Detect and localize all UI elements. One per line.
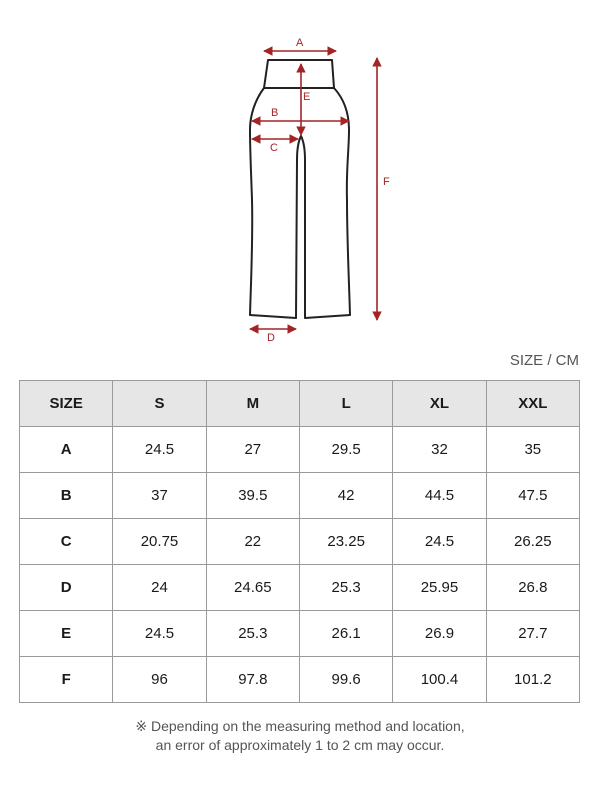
table-cell: 25.3 — [206, 611, 299, 657]
header-m: M — [206, 381, 299, 427]
dimension-a-label: A — [296, 37, 304, 49]
table-cell: 101.2 — [486, 657, 579, 703]
table-cell: 96 — [113, 657, 206, 703]
table-cell: 32 — [393, 427, 486, 473]
table-cell: 44.5 — [393, 473, 486, 519]
table-cell: 25.3 — [299, 565, 392, 611]
header-xl: XL — [393, 381, 486, 427]
dimension-f-label: F — [383, 176, 390, 188]
table-row — [20, 427, 580, 473]
dimension-d-label: D — [267, 332, 275, 344]
row-label: C — [20, 519, 113, 565]
table-cell: 24.5 — [113, 611, 206, 657]
table-cell: 100.4 — [393, 657, 486, 703]
table-row — [20, 611, 580, 657]
table-cell: 24 — [113, 565, 206, 611]
table-cell: 24.65 — [206, 565, 299, 611]
pants-outline — [250, 60, 350, 318]
table-cell: 26.8 — [486, 565, 579, 611]
table-cell: 27 — [206, 427, 299, 473]
table-row — [20, 473, 580, 519]
table-cell: 37 — [113, 473, 206, 519]
table-cell: 26.9 — [393, 611, 486, 657]
table-cell: 35 — [486, 427, 579, 473]
table-cell: 99.6 — [299, 657, 392, 703]
row-label: B — [20, 473, 113, 519]
table-row — [20, 519, 580, 565]
header-l: L — [299, 381, 392, 427]
row-label: F — [20, 657, 113, 703]
table-cell: 29.5 — [299, 427, 392, 473]
dimension-e-label: E — [303, 91, 311, 103]
header-size: SIZE — [20, 381, 113, 427]
table-cell: 42 — [299, 473, 392, 519]
table-row — [20, 565, 580, 611]
dimension-b-label: B — [271, 107, 279, 119]
table-cell: 27.7 — [486, 611, 579, 657]
table-cell: 25.95 — [393, 565, 486, 611]
table-cell: 23.25 — [299, 519, 392, 565]
table-cell: 24.5 — [113, 427, 206, 473]
pants-measurement-diagram — [0, 0, 600, 350]
table-cell: 26.25 — [486, 519, 579, 565]
size-chart-table — [19, 380, 580, 703]
disclaimer-line-2: an error of approximately 1 to 2 cm may occur. — [155, 737, 445, 753]
table-header-row — [20, 381, 580, 427]
table-cell: 97.8 — [206, 657, 299, 703]
table-cell: 24.5 — [393, 519, 486, 565]
table-cell: 47.5 — [486, 473, 579, 519]
row-label: D — [20, 565, 113, 611]
table-row — [20, 657, 580, 703]
table-cell: 26.1 — [299, 611, 392, 657]
header-s: S — [113, 381, 206, 427]
measurement-disclaimer — [0, 717, 600, 755]
table-cell: 22 — [206, 519, 299, 565]
unit-note: SIZE / CM — [509, 352, 579, 369]
row-label: A — [20, 427, 113, 473]
disclaimer-line-1: ※ Depending on the measuring method and location, — [135, 718, 465, 734]
table-cell: 20.75 — [113, 519, 206, 565]
dimension-c-label: C — [270, 142, 278, 154]
table-cell: 39.5 — [206, 473, 299, 519]
row-label: E — [20, 611, 113, 657]
header-xxl: XXL — [486, 381, 579, 427]
